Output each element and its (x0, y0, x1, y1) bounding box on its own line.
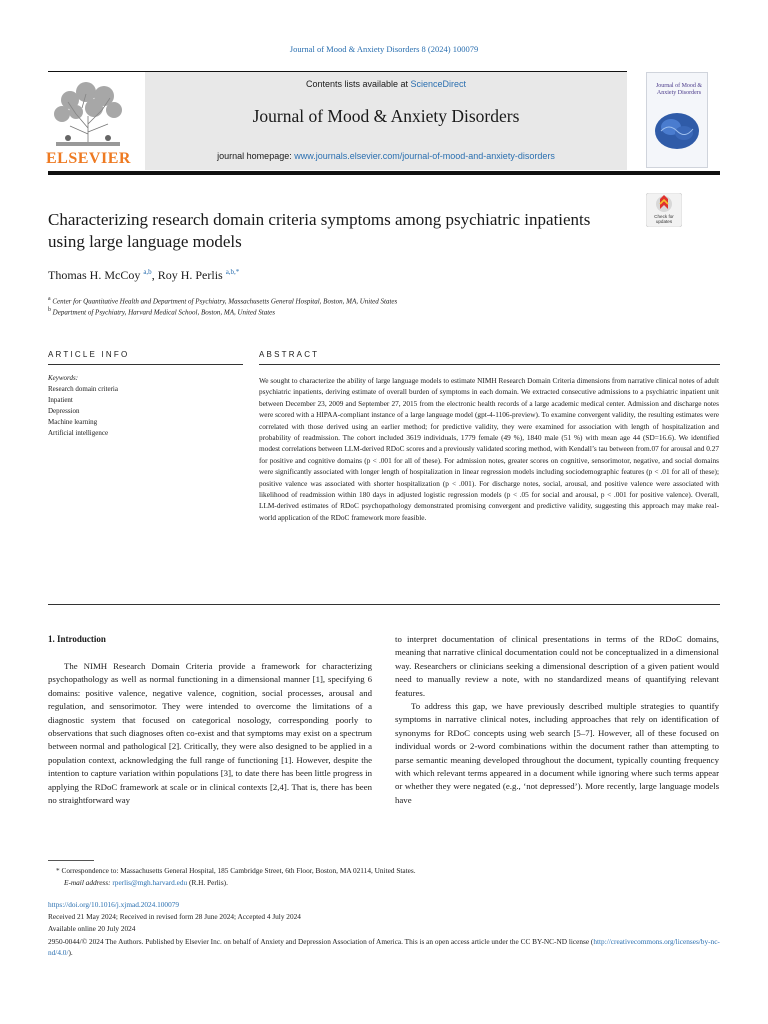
affiliation-b (48, 307, 275, 316)
abstract-text: We sought to characterize the ability of large language models to estimate NIMH Research Domain Criteria dimensions from narrative clinical notes of adult psychiatric inpatients, deriving estimate of overall burden of symptoms in each domain. We extracted consecutive admissions to a psychiatric inpatient unit between December 23, 2009 and September 27, 2015 from the electronic health records of a large academic medical center. Admission and discharge notes were scored with a HIPAA-compliant instance of a large language model (gpt-4-1106-preview). To examine convergent validity, the resulting estimates were correlated with those derived using an earlier method; for predictive validity, they were examined for association with length of hospitalization and probability of readmission. The cohort included 3619 individuals, 1779 female (49 %), 1840 male (51 %) with mean age 44 (SD=16.6). We identified modest correlations between LLM-derived RDoC scores and a previously validated scoring method, with Kendall’s tau between from.07 for arousal and 0.27 for positive and cognitive domains (p < .001 for all of these). For admission notes, greater scores on cognitive, sensorimotor, negative, and social domains were significantly associated with longer length of hospitalization in linear regression models including sociodemographic features (p < .01 for all of these); positive valence was associated with shorter hospitalization (p < .001). For discharge notes, social, arousal, and positive valence were associated with likelihood of readmission within 180 days in adjusted logistic regression models (p < .05 for social and arousal, p < .001 for positive valence). Overall, LLM-derived estimates of RDoC psychopathology demonstrated promising convergent and predictive validity, suggesting this approach may make real-world application of the RDoC framework more feasible. (259, 376, 719, 522)
intro-right-column (395, 633, 719, 807)
journal-name: Journal of Mood & Anxiety Disorders (252, 106, 520, 126)
author-name[interactable]: Roy H. Perlis (157, 268, 223, 282)
paragraph: To address this gap, we have previously described multiple strategies to quantify symptoms in narrative clinical notes, including approaches that rely on identification of synonyms for RDoC concepts using web search [5–7]. However, all of these focused on individual words or 2-word combinations within the document rather than attempting to parse semantic meaning developed throughout the document, typically counting frequency with which relevant terms appeared in a document while ignoring where such terms appear or whether they were negated (e.g., ‘not depressed’). More recently, large language models have (395, 701, 719, 805)
doi-text[interactable]: https://doi.org/10.1016/j.xjmad.2024.100079 (48, 900, 180, 909)
affiliation-text: Center for Quantitative Health and Department of Psychiatry, Massachusetts General Hospital, Boston, MA, United States (52, 297, 398, 306)
article-title: Characterizing research domain criteria symptoms among psychiatric inpatients using large language models (48, 210, 591, 251)
sciencedirect-link[interactable]: ScienceDirect (410, 79, 467, 89)
affiliation-mark: a (48, 296, 51, 302)
abstract-rule (259, 364, 720, 365)
brain-cover-image (653, 109, 701, 153)
abstract-heading: ABSTRACT (259, 350, 320, 359)
received-dates: Received 21 May 2024; Received in revised form 28 June 2024; Accepted 4 July 2024 (48, 912, 301, 921)
author-affiliation-marks[interactable]: a,b,* (225, 268, 240, 276)
email-suffix: (R.H. Perlis). (187, 878, 228, 887)
abstract-bottom-rule (48, 604, 720, 605)
doi-link[interactable] (48, 899, 720, 910)
article-info-heading: ARTICLE INFO (48, 350, 130, 359)
contents-prefix: Contents lists available at (305, 79, 411, 89)
keywords-list (48, 384, 118, 439)
footnote-rule (48, 860, 94, 861)
available-online: Available online 20 July 2024 (48, 924, 136, 933)
affiliation-text: Department of Psychiatry, Harvard Medical School, Boston, MA, United States (52, 308, 276, 317)
journal-cover-thumbnail[interactable] (646, 72, 708, 168)
author-separator: , (151, 268, 158, 282)
copyright-text: 2950-0044/© 2024 The Authors. Published by Elsevier Inc. on behalf of Anxiety and Depression Association of America. This is an open access article under the CC BY-NC-ND license ( (48, 937, 594, 946)
author-list (48, 268, 239, 283)
copyright-suffix: ). (68, 948, 73, 958)
paragraph: to interpret documentation of clinical presentations in terms of the RDoC domains, meaning that narrative clinical documentation could not be conceptualized in a dimensional way. Researchers or clinicians seeking a dimensional description of a given patient would need to manually review a note, with no standardized means of quantifying relevant features. (395, 634, 719, 698)
homepage-link[interactable]: www.journals.elsevier.com/journal-of-mood-and-anxiety-disorders (294, 151, 555, 161)
keyword-item: Artificial intelligence (48, 429, 109, 437)
svg-text:updates: updates (655, 219, 673, 224)
running-header[interactable]: Journal of Mood & Anxiety Disorders 8 (2024) 100079 (289, 44, 479, 54)
homepage-prefix: journal homepage: (217, 151, 295, 161)
copyright-notice (48, 936, 720, 959)
masthead-thick-rule (48, 171, 720, 175)
correspondence-footnote: * Correspondence to: Massachusetts General Hospital, 185 Cambridge Street, 6th Floor, Boston, MA 02114, United States. (56, 866, 416, 875)
email-footnote (64, 877, 736, 888)
author-name[interactable]: Thomas H. McCoy (48, 268, 141, 282)
cover-title: Journal of Mood & Anxiety Disorders (655, 83, 703, 96)
intro-left-column (48, 660, 372, 807)
license-link[interactable]: http://creativecommons.org/licenses/by-nc-nd/4.0/ (48, 937, 720, 958)
section-heading-introduction: 1. Introduction (48, 634, 106, 644)
keyword-item: Machine learning (48, 418, 98, 426)
keyword-item: Research domain criteria (48, 385, 118, 393)
elsevier-wordmark: ELSEVIER (46, 150, 131, 167)
keyword-item: Depression (48, 407, 80, 415)
keywords-label: Keywords: (48, 374, 79, 382)
article-info-rule (48, 364, 243, 365)
journal-homepage-line (145, 151, 627, 161)
check-for-updates-icon[interactable] (646, 193, 682, 227)
keyword-item: Inpatient (48, 396, 73, 404)
email-link[interactable]: rperlis@mgh.harvard.edu (112, 878, 188, 887)
svg-text:Check for: Check for (654, 214, 674, 219)
email-label: E-mail address: (64, 878, 113, 887)
contents-line (145, 79, 627, 89)
paragraph: The NIMH Research Domain Criteria provide a framework for characterizing psychopathology as well as normal functioning in a dimensional manner [1], specifying 6 domains: positive valence, negative valence, cognition, social processes, arousal and regulation, and sensorimotor. They were intended to overcome the limitations of a diagnostic system that focused on categorical nosology, corresponding poorly to observations that such diagnoses often co-exist and that symptoms may exist on a spectrum between normal and pathological [2]. Critically, they were also designed to be applied in a population context, acknowledging the full range of functioning [1]. However, despite the intention to capture variation within populations [3], to date there has been little progress in applying the RDoC framework at scale or in clinical contexts [2,4]. That is, there has been no straightforward way (48, 661, 372, 806)
author-affiliation-marks[interactable]: a,b (143, 268, 152, 276)
affiliation-mark: b (48, 307, 51, 313)
affiliation-a (48, 296, 397, 305)
